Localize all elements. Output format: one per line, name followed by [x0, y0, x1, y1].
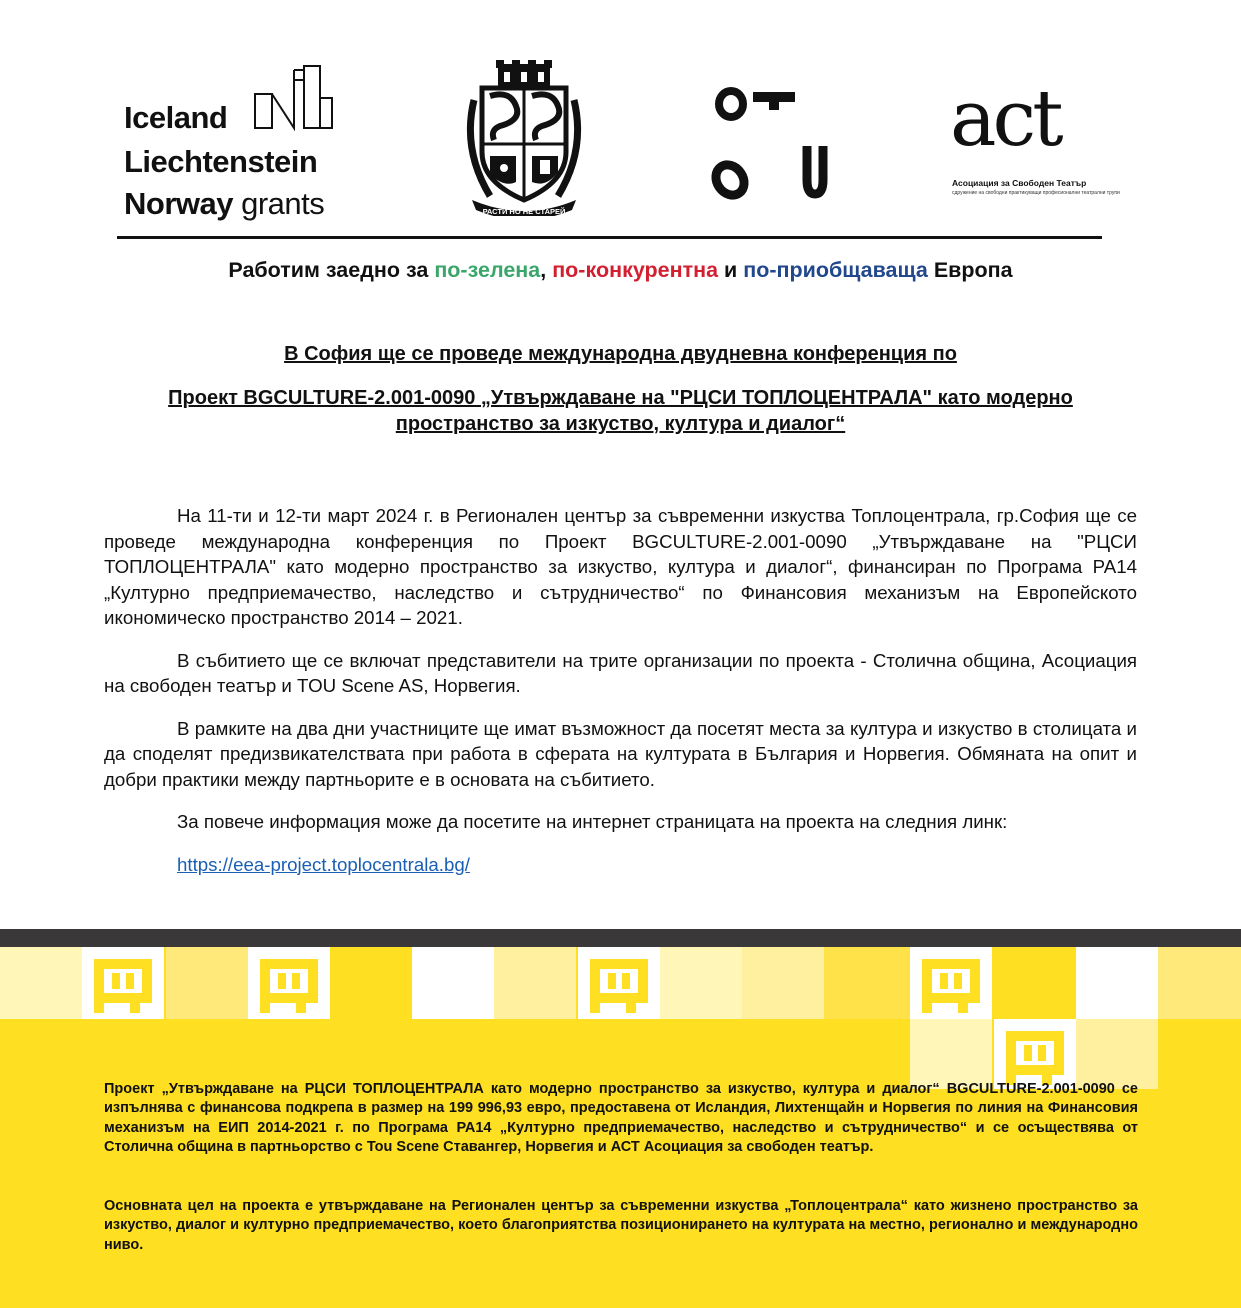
grants-line-norway	[124, 186, 324, 222]
tagline-inclusive: по-приобщаваща	[743, 258, 928, 282]
act-wordmark: act	[950, 74, 1060, 164]
tagline	[0, 258, 1241, 283]
footer-tile	[742, 947, 824, 1019]
footer-tile	[494, 947, 576, 1019]
crest-motto: РАСТИ НО НЕ СТАРЕЙ	[482, 207, 566, 216]
footer-tile	[412, 947, 494, 1019]
footer-tile	[910, 1019, 992, 1089]
toplocentrala-logo-tile	[248, 947, 330, 1019]
tagline-part2: ,	[540, 258, 553, 282]
toplocentrala-logo-tile	[994, 1019, 1076, 1089]
footer-tile	[1076, 947, 1158, 1019]
headline-project-title: Проект BGCULTURE-2.001-0090 „Утвърждаване на "РЦСИ ТОПЛОЦЕНТРАЛА" като модерно пространство за изкуство, култура и диалог“	[168, 387, 1073, 435]
toplocentrala-icon	[586, 951, 652, 1015]
footer-goal-paragraph: Основната цел на проекта е утвърждаване на Регионален център за съвременни изкуства „Топлоцентрала“ като жизнено пространство за изкуство, диалог и културно предприемачество, което благоприятства позиционирането на културата на местно, регионално и международно ниво.	[104, 1198, 1138, 1253]
tagline-part1: Работим заедно за	[228, 258, 435, 282]
footer-dark-bar	[0, 929, 1241, 947]
footer-tile	[1158, 947, 1241, 1019]
article-body	[104, 503, 1137, 894]
logo-row	[0, 0, 1241, 230]
toplocentrala-icon	[90, 951, 156, 1015]
eea-norway-grants-logo	[124, 62, 354, 222]
toplocentrala-logo-tile	[578, 947, 660, 1019]
body-paragraph-4: За повече информация може да посетите на интернет страницата на проекта на следния линк:	[177, 811, 1008, 832]
tagline-greener: по-зелена	[434, 258, 541, 282]
headline-line1: В София ще се проведе международна двудневна конференция по	[284, 343, 957, 365]
footer-tile	[1076, 1019, 1158, 1089]
footer-funding-paragraph: Проект „Утвърждаване на РЦСИ ТОПЛОЦЕНТРАЛА като модерно пространство за изкуство, култура и диалог“ BGCULTURE-2.001-0090 се изпълнява с финансова подкрепа в размер на 199 996,93 евро, предоставена от Исландия, Лихтенщайн и Норвегия по линия на Финансовия механизъм на ЕИП 2014-2021 г. по Програма РА14 „Културно предприемачество, наследство и сътрудничество“ и се осъществява от Столична община в партньорство с Tou Scene Ставангер, Норвегия и АСТ Асоциация за свободен театър.	[104, 1081, 1138, 1155]
tagline-part3: и	[718, 258, 744, 282]
grants-line-liechtenstein: Liechtenstein	[124, 144, 318, 179]
footer-tile	[0, 947, 82, 1019]
body-paragraph-3: В рамките на два дни участниците ще имат възможност да посетят места за култура и изкуство в столицата и да споделят предизвикателствата при работа в сферата на културата в България и Норвегия. Обмяната на опит и добри практики между партньорите е в основата на събитието.	[104, 717, 1137, 790]
footer-tile	[824, 947, 910, 1019]
toplocentrala-logo-tile	[82, 947, 164, 1019]
body-paragraph-2: В събитието ще се включат представители на трите организации по проекта - Столична община, Асоциация на свободен театър и TOU Scene AS, Норвегия.	[104, 649, 1137, 696]
toplocentrala-icon	[918, 951, 984, 1015]
footer-tile	[166, 947, 248, 1019]
grants-mark-icon	[254, 62, 334, 132]
body-link-paragraph	[104, 852, 1137, 878]
header-divider	[117, 236, 1102, 239]
sofia-crest-logo	[460, 60, 588, 216]
toplocentrala-icon	[1002, 1023, 1068, 1087]
act-association-logo	[950, 74, 1120, 210]
act-subtitle: Асоциация за Свободен Театър	[952, 178, 1087, 188]
project-website-link[interactable]: https://eea-project.toplocentrala.bg/	[177, 853, 470, 875]
grants-word: grants	[241, 186, 325, 221]
grants-line-iceland: Iceland	[124, 100, 228, 135]
tou-scene-logo	[703, 80, 843, 210]
toplocentrala-logo-tile	[910, 947, 992, 1019]
grants-norway-word: Norway	[124, 186, 233, 221]
footer-tile	[660, 947, 742, 1019]
toplocentrala-icon	[256, 951, 322, 1015]
footer-band	[0, 929, 1241, 1308]
tagline-competitive: по-конкурентна	[552, 258, 719, 282]
body-paragraph-1: На 11-ти и 12-ти март 2024 г. в Регионален център за съвременни изкуства Топлоцентрала, гр.София ще се проведе международна конференция по Проект BGCULTURE-2.001-0090 „Утвърждаване на "РЦСИ ТОПЛОЦЕНТРАЛА" като модерно пространство за изкуство, култура и диалог“, финансиран по Програма PA14 „Културно предприемачество, наследство и сътрудничество“ по Финансовия механизъм на Европейското икономическо пространство 2014 – 2021.	[104, 505, 1137, 628]
tagline-part4: Европа	[927, 258, 1013, 282]
act-subtitle-small: сдружение на свободни практикуващи професионални театрални трупи	[952, 190, 1120, 196]
